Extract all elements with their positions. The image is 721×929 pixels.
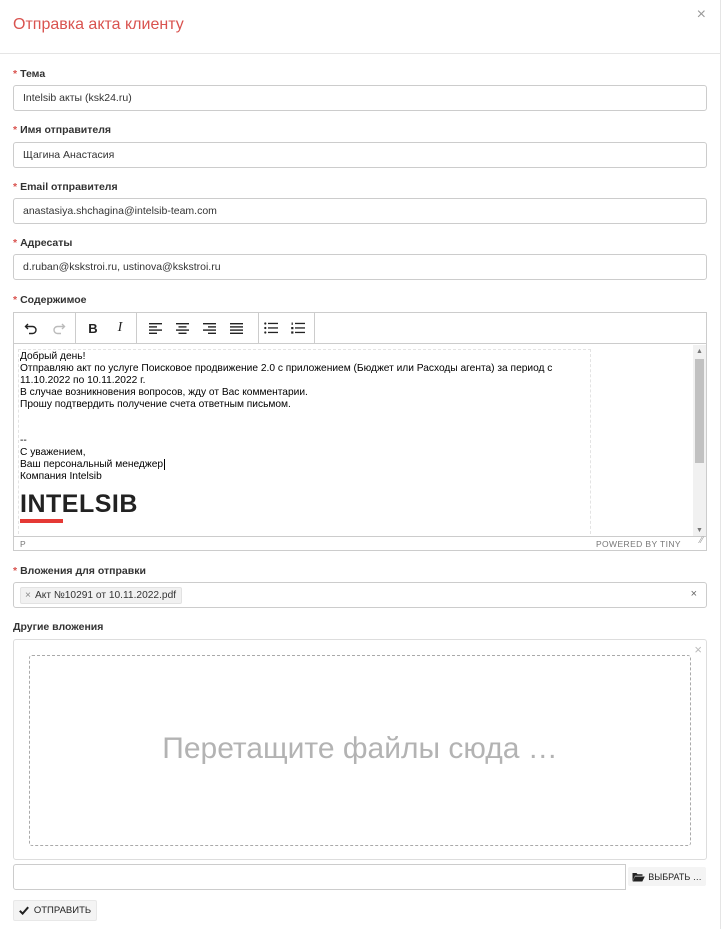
- signature-line: Компания Intelsib: [20, 471, 102, 482]
- sender-email-label: * Email отправителя: [13, 181, 118, 193]
- empty-line: [20, 423, 591, 435]
- undo-icon[interactable]: [19, 317, 43, 339]
- signature-line: С уважением,: [20, 447, 86, 458]
- required-marker: *: [13, 68, 18, 80]
- editor-toolbar: [14, 313, 706, 344]
- content-label: * Содержимое: [13, 294, 87, 306]
- editor-content-area[interactable]: [14, 345, 694, 537]
- other-attachments-label: Другие вложения: [13, 621, 104, 633]
- element-path[interactable]: P: [20, 539, 26, 549]
- align-right-icon[interactable]: [197, 317, 221, 339]
- signature-line: Ваш персональный менеджер: [20, 459, 164, 470]
- sender-name-input[interactable]: Щагина Анастасия: [13, 142, 707, 168]
- history-group: [14, 313, 76, 344]
- required-marker: *: [13, 237, 18, 249]
- required-marker: *: [13, 124, 18, 136]
- format-group: [76, 313, 137, 344]
- required-marker: *: [13, 565, 18, 577]
- body-line: В случае возникновения вопросов, жду от Вас комментарии.: [20, 387, 308, 398]
- align-center-icon[interactable]: [170, 317, 194, 339]
- numbered-list-icon[interactable]: [286, 317, 310, 339]
- subject-input[interactable]: Intelsib акты (ksk24.ru): [13, 85, 707, 111]
- redo-icon[interactable]: [47, 317, 71, 339]
- bullet-list-icon[interactable]: [259, 317, 283, 339]
- file-dropzone[interactable]: [29, 655, 691, 846]
- scroll-down-icon[interactable]: ▼: [696, 527, 703, 534]
- editor-body: [20, 351, 591, 523]
- attachment-chip: [20, 587, 182, 604]
- signature-line: --: [20, 435, 27, 446]
- attachment-chip-label: Акт №10291 от 10.11.2022.pdf: [34, 590, 177, 601]
- body-line: Прошу подтвердить получение счета ответным письмом.: [20, 399, 291, 410]
- clear-attachments-icon[interactable]: ×: [690, 588, 697, 600]
- attachments-select[interactable]: [13, 582, 707, 608]
- resize-handle-icon[interactable]: ⁄⁄: [699, 535, 703, 545]
- required-marker: *: [13, 294, 18, 306]
- required-marker: *: [13, 181, 18, 193]
- empty-line: [20, 411, 591, 423]
- attachments-label: * Вложения для отправки: [13, 565, 146, 577]
- modal-title: Отправка акта клиенту: [13, 16, 184, 33]
- scroll-up-icon[interactable]: ▲: [696, 348, 703, 355]
- remove-chip-icon[interactable]: ×: [25, 590, 31, 601]
- browse-files-label: ВЫБРАТЬ …: [648, 871, 702, 882]
- editor-scrollbar[interactable]: [693, 345, 706, 537]
- intelsib-logo: [20, 491, 591, 523]
- send-label: ОТПРАВИТЬ: [33, 905, 92, 916]
- list-group: [259, 313, 315, 344]
- bold-icon[interactable]: B: [88, 320, 98, 336]
- close-modal-button[interactable]: ×: [696, 6, 706, 23]
- sender-email-input[interactable]: anastasiya.shchagina@intelsib-team.com: [13, 198, 707, 224]
- align-justify-icon[interactable]: [224, 317, 248, 339]
- logo-accent-bar: [20, 519, 63, 523]
- send-button[interactable]: [13, 900, 97, 921]
- editor-statusbar: [14, 536, 706, 550]
- sender-name-label: * Имя отправителя: [13, 124, 112, 136]
- modal-header: [0, 0, 720, 54]
- recipients-input[interactable]: d.ruban@kskstroi.ru, ustinova@kskstroi.ru: [13, 254, 707, 280]
- scrollbar-thumb[interactable]: [695, 359, 704, 463]
- powered-by-link[interactable]: POWERED BY TINY: [595, 539, 681, 549]
- logo-text: INTELSIB: [20, 490, 138, 518]
- file-preview-area: [13, 639, 707, 860]
- check-icon: [19, 906, 29, 915]
- file-caption-input[interactable]: [13, 864, 626, 890]
- align-left-icon[interactable]: [143, 317, 167, 339]
- italic-icon[interactable]: I: [117, 320, 123, 335]
- rich-text-editor: [13, 312, 707, 551]
- body-line: Добрый день!: [20, 351, 86, 362]
- subject-label: * Тема: [13, 68, 46, 80]
- body-line: Отправляю акт по услуге Поисковое продвижение 2.0 с приложением (Бюджет или Расходы агента) за период с 11.10.2022 по 10.11.2022 г.: [20, 363, 553, 386]
- close-preview-icon[interactable]: ×: [694, 642, 702, 657]
- dropzone-placeholder: Перетащите файлы сюда …: [162, 732, 558, 765]
- folder-open-icon: [632, 872, 645, 882]
- browse-files-button[interactable]: [628, 867, 706, 886]
- recipients-label: * Адресаты: [13, 237, 73, 249]
- align-group: [137, 313, 259, 344]
